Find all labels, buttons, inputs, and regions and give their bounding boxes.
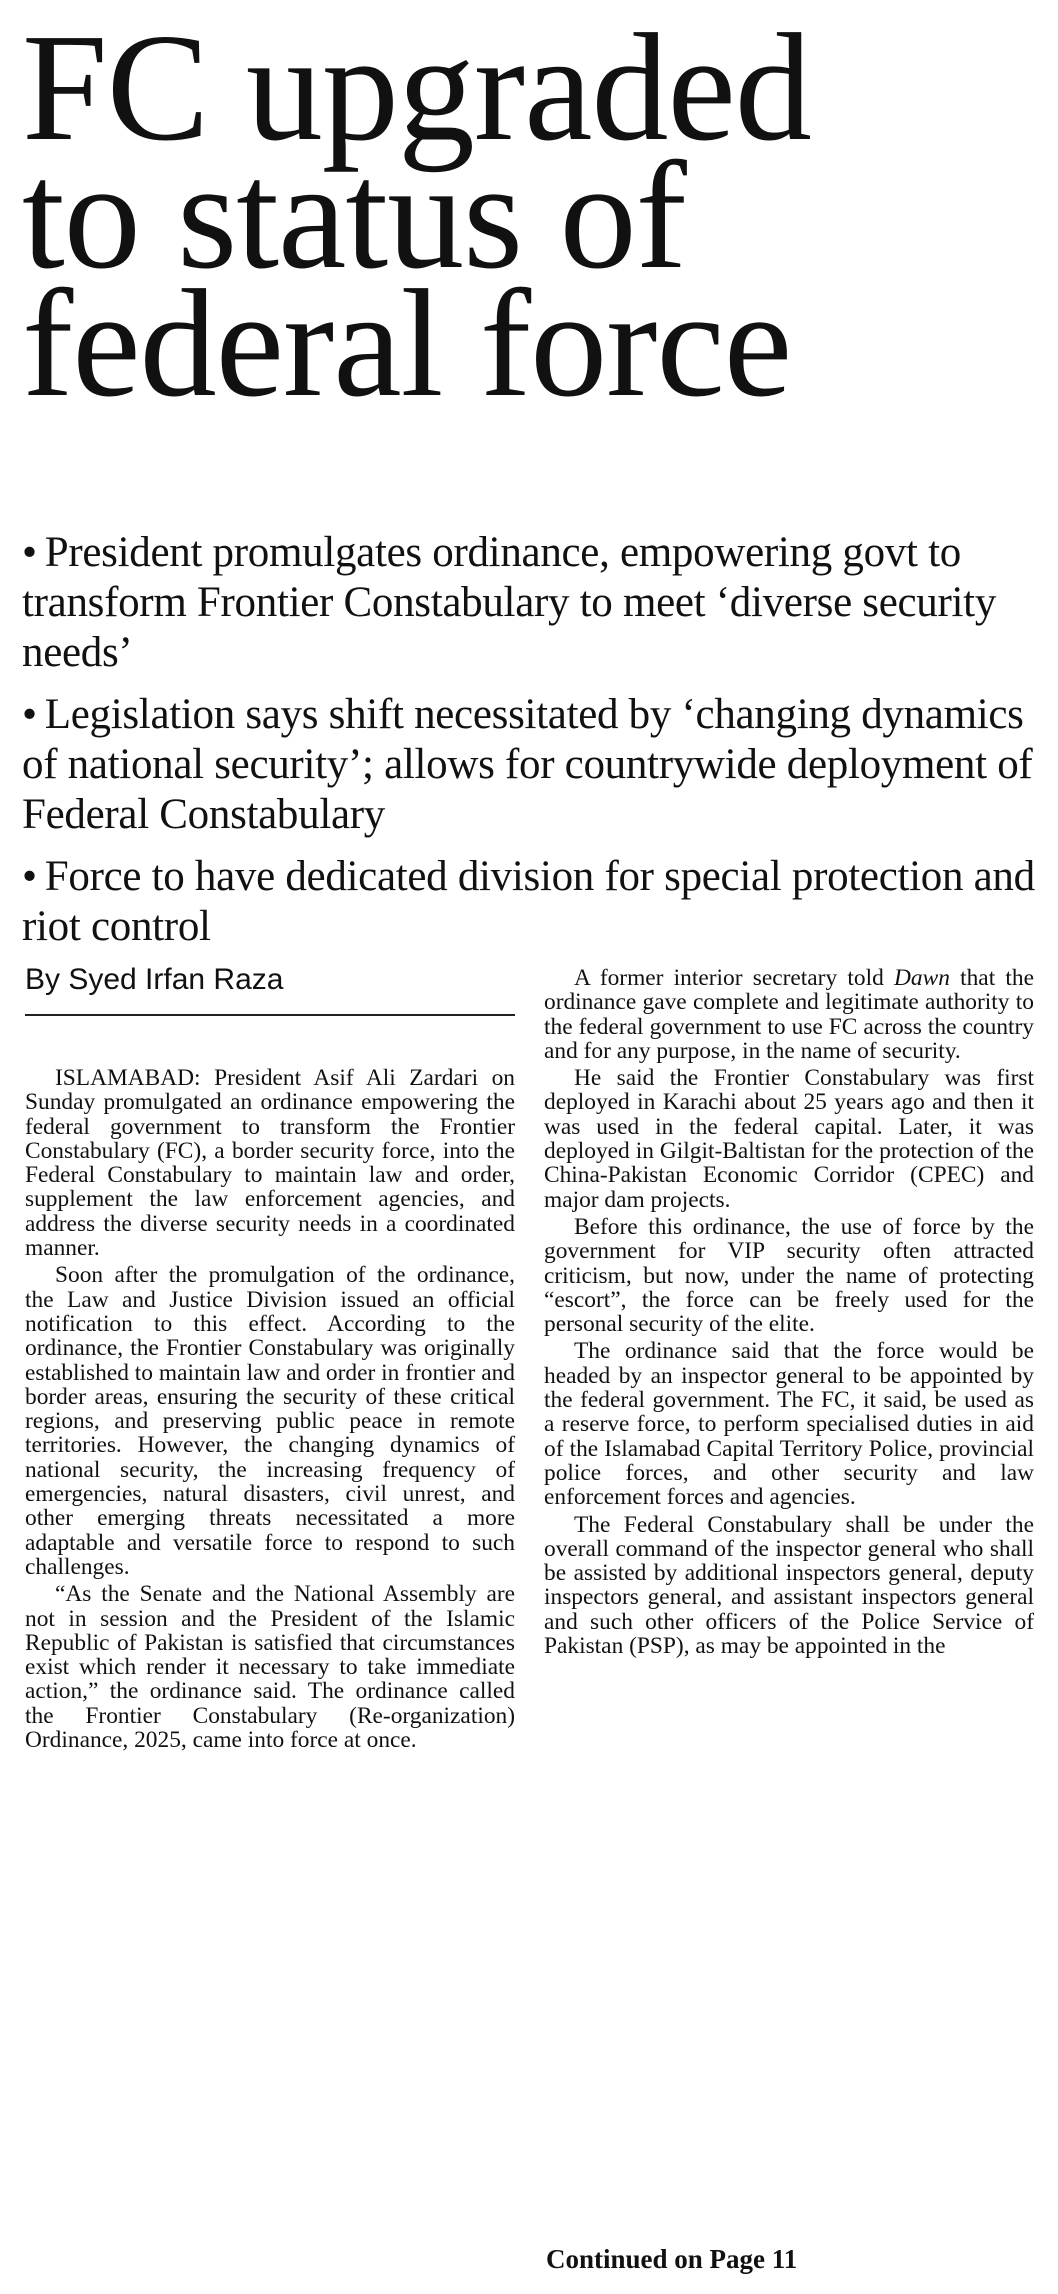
article-paragraph: He said the Frontier Constabulary was first deployed in Karachi about 25 years ago and then it was used in the federal capital. Later, it was deployed in Gilgit-Baltistan for the protection of the China-Pakistan Economic Corridor (CPEC) and major dam projects. (544, 1065, 1034, 1213)
bullet-marker: • (22, 853, 37, 900)
paragraph-text: that the ordinance gave complete and legitimate authority to the federal government to use FC across the country and for any purpose, in the name of security. (544, 965, 1034, 1064)
article-paragraph: Soon after the promulgation of the ordinance, the Law and Justice Division issued an official notification to this effect. According to the ordinance, the Frontier Constabulary was originally established to maintain law and order in frontier and border areas, ensuring the security of these critical regions, and preserving public peace in remote territories. However, the changing dynamics of national security, the increasing frequency of emergencies, natural disasters, civil unrest, and other emerging threats necessitated a more adaptable and versatile force to respond to such challenges. (25, 1262, 515, 1580)
article-paragraph: The ordinance said that the force would be headed by an inspector general to be appointed by the federal government. The FC, it said, be used as a reserve force, to perform specialised duties in aid of the Islamabad Capital Territory Police, provincial police forces, and other security and law enforcement forces and agencies. (544, 1338, 1034, 1511)
article-paragraph: ISLAMABAD: President Asif Ali Zardari on Sunday promulgated an ordinance empowering the federal government to transform the Frontier Constabulary (FC), a border security force, into the Federal Constabulary to maintain law and order, supplement the law enforcement agencies, and address the diverse security needs in a coordinated manner. (25, 1065, 515, 1262)
headline-line-3: federal force (22, 259, 792, 429)
article-paragraph (544, 966, 1034, 1063)
article-paragraph: “As the Senate and the National Assembly are not in session and the President of the Islamic Republic of Pakistan is satisfied that circumstances exist which render it necessary to take immediate action,” the ordinance said. The ordinance called the Frontier Constabulary (Re-organization) Ordinance, 2025, came into force at once. (25, 1581, 515, 1754)
bullet-marker: • (22, 529, 37, 576)
newspaper-name: Dawn (894, 965, 950, 991)
byline: By Syed Irfan Raza (25, 960, 515, 1016)
paragraph-text: A former interior secretary told (574, 965, 894, 991)
bullet-item (22, 528, 1042, 678)
article-paragraph: The Federal Constabulary shall be under the overall command of the inspector general who shall be assisted by additional inspectors general, deputy inspectors general, and assistant inspectors general and such other officers of the Police Service of Pakistan (PSP), as may be appointed in the (544, 1511, 1034, 1660)
bullet-item (22, 852, 1042, 952)
article-column-left (25, 1066, 515, 1755)
bullet-item (22, 690, 1042, 840)
bullet-text: Force to have dedicated division for special protection and riot control (22, 853, 1035, 950)
headline (22, 3, 1042, 429)
subheadline-bullets (22, 528, 1042, 964)
headline-line-2: to status of (22, 131, 686, 301)
headline-line-1: FC upgraded (22, 3, 811, 173)
article-column-right (544, 966, 1034, 1661)
article-paragraph: Before this ordinance, the use of force by the government for VIP security often attracted criticism, but now, under the name of protecting “escort”, the force can be freely used for the personal security of the elite. (544, 1213, 1034, 1338)
bullet-text: President promulgates ordinance, empowering govt to transform Frontier Constabulary to meet ‘diverse security needs’ (22, 529, 997, 676)
continued-on-page: Continued on Page 11 (546, 2244, 798, 2274)
bullet-marker: • (22, 691, 37, 738)
bullet-text: Legislation says shift necessitated by ‘changing dynamics of national security’; allows for countrywide deployment of Federal Constabulary (22, 691, 1033, 838)
